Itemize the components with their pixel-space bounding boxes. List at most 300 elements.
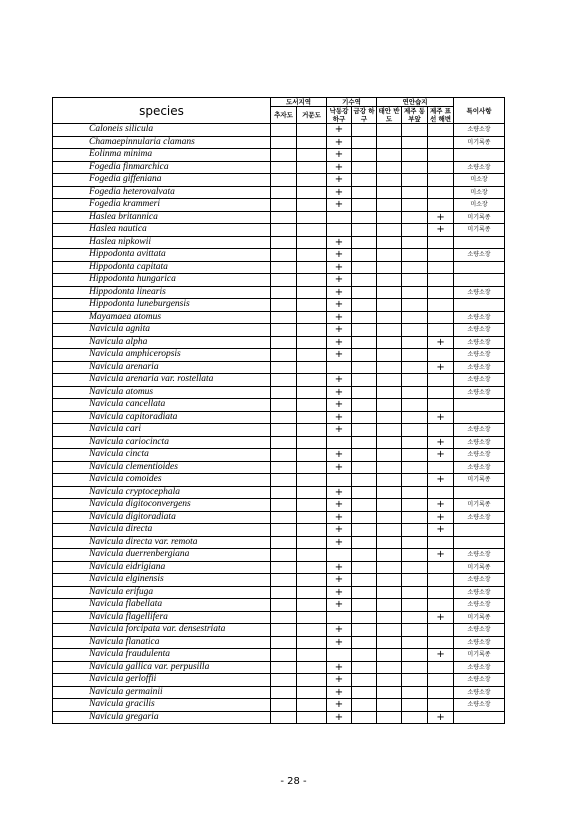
presence-cell <box>402 511 428 524</box>
presence-cell <box>402 611 428 624</box>
presence-cell: + <box>428 411 454 424</box>
presence-cell <box>352 149 377 162</box>
presence-cell <box>297 324 327 337</box>
table-row <box>53 186 505 199</box>
presence-cell <box>297 424 327 437</box>
presence-cell: + <box>428 224 454 237</box>
presence-cell <box>402 474 428 487</box>
species-name-cell: Navicula fraudulenta <box>53 649 271 662</box>
presence-cell <box>352 636 377 649</box>
presence-cell <box>428 661 454 674</box>
presence-cell <box>428 286 454 299</box>
presence-cell <box>402 199 428 212</box>
presence-cell <box>352 174 377 187</box>
presence-cell <box>297 274 327 287</box>
presence-cell <box>377 536 402 549</box>
presence-cell <box>352 611 377 624</box>
presence-cell: + <box>327 511 352 524</box>
presence-cell <box>271 661 297 674</box>
subcolumn-jeju-pyoseon: 제주 표선 해변 <box>428 107 454 124</box>
presence-cell <box>377 486 402 499</box>
presence-cell <box>402 374 428 387</box>
presence-cell <box>352 649 377 662</box>
presence-cell <box>352 486 377 499</box>
presence-cell <box>377 611 402 624</box>
table-row <box>53 399 505 412</box>
presence-cell <box>271 374 297 387</box>
species-name-cell: Navicula amphiceropsis <box>53 349 271 362</box>
presence-cell <box>377 224 402 237</box>
presence-cell: + <box>327 299 352 312</box>
presence-cell <box>297 349 327 362</box>
table-row <box>53 511 505 524</box>
presence-cell <box>271 336 297 349</box>
presence-cell <box>271 649 297 662</box>
presence-cell: + <box>428 474 454 487</box>
presence-cell <box>402 411 428 424</box>
presence-cell <box>271 324 297 337</box>
presence-cell <box>377 336 402 349</box>
presence-cell <box>352 536 377 549</box>
estuary-header: 기수역 <box>327 98 377 107</box>
presence-cell <box>297 399 327 412</box>
table-row <box>53 449 505 462</box>
presence-cell <box>377 349 402 362</box>
page-number: - 28 - <box>280 776 307 787</box>
presence-cell: + <box>327 286 352 299</box>
remark-cell: 소량소장 <box>454 686 505 699</box>
presence-cell <box>352 311 377 324</box>
species-name-cell: Fogedia krammeri <box>53 199 271 212</box>
presence-cell <box>352 524 377 537</box>
presence-cell <box>402 386 428 399</box>
presence-cell <box>402 436 428 449</box>
remark-cell <box>454 274 505 287</box>
presence-cell <box>352 711 377 724</box>
presence-cell <box>271 599 297 612</box>
remark-cell: 미기록종 <box>454 611 505 624</box>
subcolumn-geum-estuary: 금강 하구 <box>353 107 375 123</box>
presence-cell: + <box>327 411 352 424</box>
remark-cell: 소량소장 <box>454 249 505 262</box>
presence-cell: + <box>327 399 352 412</box>
presence-cell <box>297 524 327 537</box>
presence-cell: + <box>327 661 352 674</box>
presence-cell <box>271 149 297 162</box>
species-name-cell: Fogedia heterovalvata <box>53 186 271 199</box>
presence-cell <box>377 674 402 687</box>
presence-cell <box>271 549 297 562</box>
remark-cell <box>454 486 505 499</box>
presence-cell <box>402 249 428 262</box>
presence-cell <box>377 324 402 337</box>
presence-cell <box>352 136 377 149</box>
presence-cell <box>271 699 297 712</box>
presence-cell <box>402 711 428 724</box>
presence-cell <box>428 699 454 712</box>
presence-cell: + <box>327 161 352 174</box>
table-row <box>53 124 505 137</box>
table-row <box>53 586 505 599</box>
remark-cell: 소량소장 <box>454 361 505 374</box>
remark-cell: 소량소장 <box>454 436 505 449</box>
presence-cell <box>271 686 297 699</box>
presence-cell <box>271 311 297 324</box>
presence-cell <box>352 224 377 237</box>
table-body <box>53 124 505 724</box>
presence-cell <box>402 561 428 574</box>
presence-cell: + <box>428 499 454 512</box>
table-row <box>53 524 505 537</box>
table-row <box>53 411 505 424</box>
species-name-cell: Hippodonta hungarica <box>53 274 271 287</box>
presence-cell <box>377 661 402 674</box>
presence-cell <box>352 424 377 437</box>
presence-cell <box>377 461 402 474</box>
species-name-cell: Navicula flanatica <box>53 636 271 649</box>
presence-cell <box>428 186 454 199</box>
species-name-cell: Navicula digitoradiata <box>53 511 271 524</box>
remark-cell: 소량소장 <box>454 124 505 137</box>
presence-cell <box>377 149 402 162</box>
presence-cell <box>297 449 327 462</box>
presence-cell <box>352 686 377 699</box>
presence-cell <box>327 474 352 487</box>
presence-cell <box>402 649 428 662</box>
species-name-cell: Navicula flabellata <box>53 599 271 612</box>
species-name-cell: Hippodonta capitata <box>53 261 271 274</box>
presence-cell <box>327 611 352 624</box>
species-column-header: species <box>53 98 271 124</box>
species-name-cell: Navicula eidrigiana <box>53 561 271 574</box>
presence-cell <box>352 374 377 387</box>
presence-cell <box>377 561 402 574</box>
presence-cell <box>327 211 352 224</box>
presence-cell <box>377 124 402 137</box>
presence-cell <box>271 186 297 199</box>
presence-cell <box>352 661 377 674</box>
table-row <box>53 561 505 574</box>
presence-cell <box>327 549 352 562</box>
presence-cell <box>271 711 297 724</box>
presence-cell <box>352 511 377 524</box>
presence-cell <box>297 674 327 687</box>
subcolumn-chujado: 추자도 <box>271 107 297 124</box>
presence-cell <box>352 386 377 399</box>
remark-cell: 미기록종 <box>454 649 505 662</box>
presence-cell: + <box>327 486 352 499</box>
remark-cell: 소량소장 <box>454 574 505 587</box>
presence-cell <box>428 424 454 437</box>
remark-cell <box>454 299 505 312</box>
presence-cell <box>377 286 402 299</box>
presence-cell: + <box>327 136 352 149</box>
presence-cell <box>402 161 428 174</box>
presence-cell <box>428 536 454 549</box>
table-row <box>53 611 505 624</box>
subcolumn-nakdong-estuary: 낙동강 하구 <box>327 107 352 124</box>
table-row <box>53 424 505 437</box>
species-name-cell: Navicula cryptocephala <box>53 486 271 499</box>
presence-cell <box>428 136 454 149</box>
table-row <box>53 236 505 249</box>
species-name-cell: Navicula directa <box>53 524 271 537</box>
remark-cell: 미기록종 <box>454 561 505 574</box>
presence-cell <box>271 424 297 437</box>
presence-cell: + <box>428 711 454 724</box>
species-name-cell: Navicula germainii <box>53 686 271 699</box>
presence-cell <box>377 636 402 649</box>
species-name-cell: Navicula flagellifera <box>53 611 271 624</box>
presence-cell <box>377 599 402 612</box>
presence-cell <box>271 199 297 212</box>
remark-cell <box>454 236 505 249</box>
presence-cell <box>271 486 297 499</box>
presence-cell <box>402 174 428 187</box>
presence-cell <box>271 611 297 624</box>
subcolumn-jeju-east: 제주 동부앞 <box>402 107 428 124</box>
presence-cell <box>402 286 428 299</box>
presence-cell <box>402 324 428 337</box>
remark-cell: 소량소장 <box>454 349 505 362</box>
presence-cell <box>271 536 297 549</box>
presence-cell <box>297 536 327 549</box>
presence-cell <box>377 524 402 537</box>
presence-cell: + <box>327 374 352 387</box>
presence-cell <box>402 536 428 549</box>
presence-cell: + <box>428 361 454 374</box>
presence-cell: + <box>327 524 352 537</box>
presence-cell <box>377 186 402 199</box>
species-name-cell: Caloneis silicula <box>53 124 271 137</box>
presence-cell <box>428 349 454 362</box>
presence-cell: + <box>327 311 352 324</box>
presence-cell <box>402 686 428 699</box>
presence-cell <box>377 649 402 662</box>
presence-cell <box>402 299 428 312</box>
table-row <box>53 136 505 149</box>
presence-cell <box>352 586 377 599</box>
table-row <box>53 674 505 687</box>
presence-cell <box>297 611 327 624</box>
remark-cell <box>454 261 505 274</box>
species-name-cell: Navicula directa var. remota <box>53 536 271 549</box>
presence-cell: + <box>327 536 352 549</box>
presence-cell <box>271 249 297 262</box>
presence-cell <box>377 374 402 387</box>
presence-cell: + <box>327 324 352 337</box>
remark-cell: 소량소장 <box>454 324 505 337</box>
presence-cell <box>377 686 402 699</box>
presence-cell <box>402 424 428 437</box>
presence-cell: + <box>428 549 454 562</box>
presence-cell <box>377 361 402 374</box>
presence-cell <box>352 349 377 362</box>
presence-cell <box>428 461 454 474</box>
presence-cell: + <box>327 624 352 637</box>
table-row <box>53 299 505 312</box>
presence-cell <box>352 624 377 637</box>
species-name-cell: Navicula comoides <box>53 474 271 487</box>
presence-cell: + <box>327 674 352 687</box>
presence-cell <box>352 161 377 174</box>
presence-cell: + <box>327 186 352 199</box>
presence-cell <box>402 449 428 462</box>
presence-cell <box>352 236 377 249</box>
presence-cell <box>402 524 428 537</box>
presence-cell <box>297 374 327 387</box>
presence-cell <box>352 324 377 337</box>
presence-cell <box>402 361 428 374</box>
species-name-cell: Navicula arenaria <box>53 361 271 374</box>
remark-cell: 소량소장 <box>454 461 505 474</box>
presence-cell <box>271 136 297 149</box>
table-row <box>53 661 505 674</box>
presence-cell <box>377 436 402 449</box>
presence-cell: + <box>327 561 352 574</box>
presence-cell <box>271 224 297 237</box>
species-name-cell: Navicula digitoconvergens <box>53 499 271 512</box>
presence-cell <box>377 399 402 412</box>
species-name-cell: Fogedia finmarchica <box>53 161 271 174</box>
presence-cell <box>352 336 377 349</box>
presence-cell <box>428 399 454 412</box>
table-row <box>53 624 505 637</box>
presence-cell <box>402 211 428 224</box>
remark-cell: 미기록종 <box>454 136 505 149</box>
presence-cell <box>271 274 297 287</box>
presence-cell <box>297 411 327 424</box>
remark-cell: 소량소장 <box>454 386 505 399</box>
species-name-cell: Navicula cancellata <box>53 399 271 412</box>
presence-cell <box>297 174 327 187</box>
presence-cell <box>297 311 327 324</box>
presence-cell <box>402 486 428 499</box>
presence-cell <box>271 236 297 249</box>
presence-cell <box>297 336 327 349</box>
presence-cell <box>327 361 352 374</box>
presence-cell <box>428 636 454 649</box>
table-row <box>53 649 505 662</box>
coastal-wetland-header: 연안습지 <box>377 98 454 107</box>
remark-cell: 소량소장 <box>454 286 505 299</box>
presence-cell <box>352 436 377 449</box>
presence-cell <box>297 161 327 174</box>
presence-cell <box>352 124 377 137</box>
presence-cell <box>402 586 428 599</box>
presence-cell <box>271 174 297 187</box>
table-row <box>53 324 505 337</box>
species-name-cell: Haslea nipkowii <box>53 236 271 249</box>
presence-cell: + <box>327 386 352 399</box>
presence-cell <box>297 599 327 612</box>
table-row <box>53 599 505 612</box>
presence-cell: + <box>327 149 352 162</box>
presence-cell <box>428 311 454 324</box>
table-row <box>53 211 505 224</box>
remark-cell <box>454 399 505 412</box>
table-row <box>53 699 505 712</box>
table-row <box>53 174 505 187</box>
remark-cell <box>454 149 505 162</box>
presence-cell <box>402 261 428 274</box>
presence-cell <box>271 624 297 637</box>
presence-cell <box>297 199 327 212</box>
presence-cell <box>428 374 454 387</box>
presence-cell <box>297 224 327 237</box>
species-name-cell: Navicula cari <box>53 424 271 437</box>
remark-cell: 소량소장 <box>454 599 505 612</box>
presence-cell <box>297 236 327 249</box>
species-distribution-table <box>52 97 505 724</box>
remark-cell: 소량소장 <box>454 549 505 562</box>
presence-cell <box>297 686 327 699</box>
presence-cell <box>297 574 327 587</box>
presence-cell <box>271 299 297 312</box>
species-name-cell: Navicula gerloffii <box>53 674 271 687</box>
presence-cell <box>271 674 297 687</box>
presence-cell: + <box>428 436 454 449</box>
presence-cell <box>402 674 428 687</box>
presence-cell <box>271 349 297 362</box>
presence-cell <box>428 586 454 599</box>
species-name-cell: Navicula duerrenbergiana <box>53 549 271 562</box>
presence-cell <box>428 324 454 337</box>
table-row <box>53 274 505 287</box>
species-name-cell: Navicula alpha <box>53 336 271 349</box>
presence-cell <box>352 574 377 587</box>
presence-cell <box>352 461 377 474</box>
presence-cell <box>297 211 327 224</box>
presence-cell <box>271 574 297 587</box>
table-row <box>53 549 505 562</box>
remark-cell: 소량소장 <box>454 374 505 387</box>
presence-cell: + <box>327 449 352 462</box>
presence-cell <box>352 474 377 487</box>
subcolumn-taean-peninsula: 태안 반도 <box>378 107 400 123</box>
presence-cell <box>402 186 428 199</box>
presence-cell <box>297 386 327 399</box>
presence-cell <box>377 236 402 249</box>
presence-cell <box>352 561 377 574</box>
presence-cell <box>428 686 454 699</box>
presence-cell: + <box>327 199 352 212</box>
presence-cell <box>428 199 454 212</box>
presence-cell <box>271 161 297 174</box>
presence-cell <box>377 474 402 487</box>
remark-cell: 소량소장 <box>454 511 505 524</box>
presence-cell: + <box>327 586 352 599</box>
remark-cell: 소량소장 <box>454 161 505 174</box>
presence-cell <box>271 636 297 649</box>
presence-cell <box>271 211 297 224</box>
presence-cell <box>297 124 327 137</box>
presence-cell <box>271 474 297 487</box>
presence-cell <box>402 399 428 412</box>
presence-cell <box>377 586 402 599</box>
presence-cell: + <box>428 649 454 662</box>
presence-cell <box>297 261 327 274</box>
presence-cell <box>377 699 402 712</box>
presence-cell <box>428 236 454 249</box>
remark-cell: 소량소장 <box>454 311 505 324</box>
presence-cell <box>271 524 297 537</box>
presence-cell <box>402 624 428 637</box>
presence-cell <box>327 224 352 237</box>
presence-cell <box>297 699 327 712</box>
presence-cell <box>297 649 327 662</box>
remark-cell: 미기록종 <box>454 224 505 237</box>
